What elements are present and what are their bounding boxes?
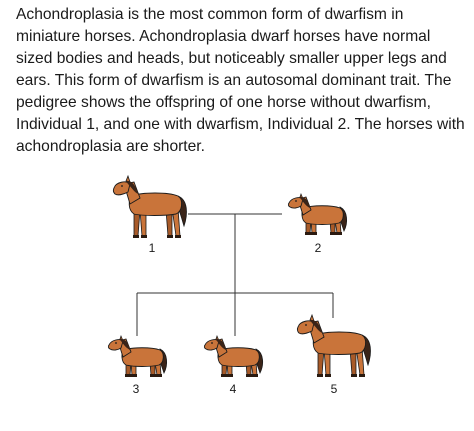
label-individual-4: 4 [229,382,237,396]
label-individual-1: 1 [148,241,156,255]
horse-individual-1 [113,176,186,238]
horse-individual-2 [288,194,346,235]
horse-individual-4 [204,336,262,377]
horse-individual-3 [108,336,166,377]
question-text: Achondroplasia is the most common form of dwarfism in miniature horses. Achondroplasia dwarf horses have normal sized bodies and heads, but noticeably smaller upper legs and ears. This form of dwarfism is an autosomal dominant trait. The pedigree shows the offspring of one horse without dwarfism, Individual 1, and one with dwarfism, Individual 2. The horses with achondroplasia are shorter. [16,6,465,155]
pedigree-lines [137,214,333,336]
label-individual-2: 2 [314,241,322,255]
label-individual-3: 3 [132,382,140,396]
label-individual-5: 5 [330,382,338,396]
horse-individual-5 [297,315,370,377]
